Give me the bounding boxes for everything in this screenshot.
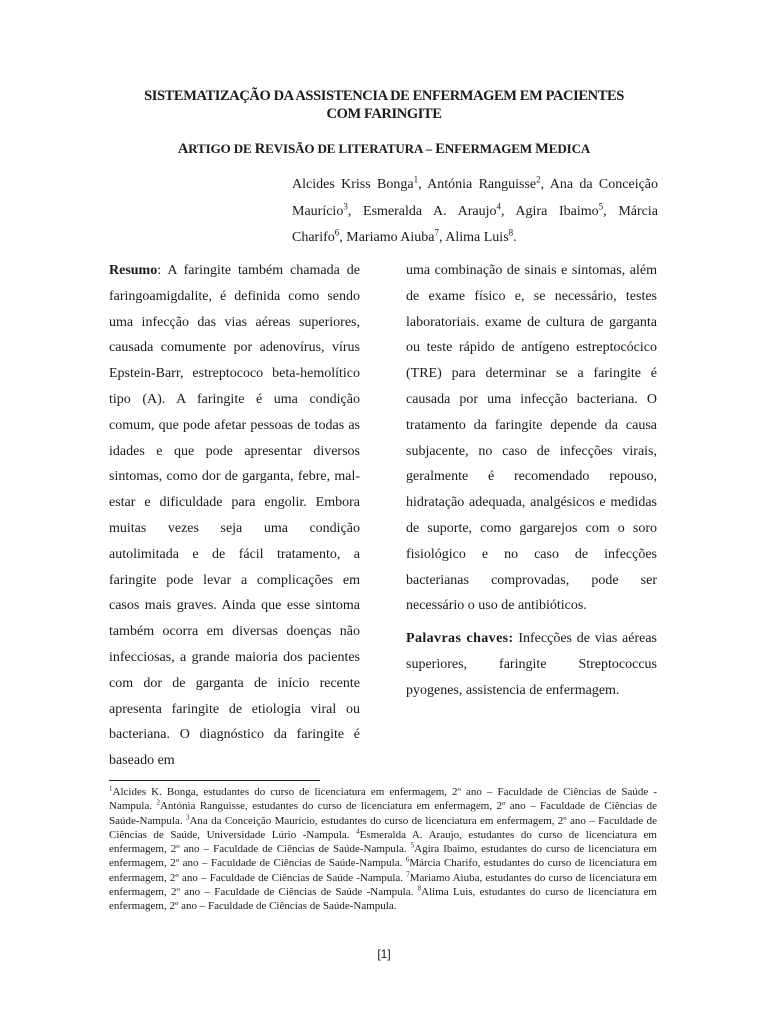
keywords-text: Infecções de vias aéreas superiores, faringite Streptococcus pyogenes, assistencia de enfermagem. <box>406 631 658 698</box>
subtitle-cap: R <box>254 141 266 157</box>
author-list: Alcides Kriss Bonga$^1$, Antónia Ranguisse$^2$, Ana da Conceição Maurício$^3$, Esmeralda A. Araujo$^4$, Agira Ibaimo$^5$, Márcia Charifo$^6$, Mariamo Aiuba$^7$, Alima Luis$^8$. <box>292 174 659 245</box>
footnote-ref: 7 <box>406 870 410 879</box>
footnote-text: Márcia Charifo, estudantes do curso de licenciatura em enfermagem, 2º ano – Faculdade de Ciências de Saúde -Nampula. <box>109 857 657 884</box>
footnote-text: Alima Luis, estudantes do curso de licenciatura em enfermagem, 2º ano – Faculdade de Ciências de Saúde-Nampula. <box>109 886 657 913</box>
footnote-ref: 4 <box>356 827 360 836</box>
footnote-divider <box>109 780 320 781</box>
author-name: Ana da Conceição Maurício <box>292 177 659 219</box>
subtitle-cap: A <box>177 141 189 157</box>
paper-title <box>100 87 668 123</box>
author-ref: 5 <box>598 200 604 211</box>
footnote-text: Mariamo Aiuba, estudantes do curso de licenciatura em enfermagem, 2º ano – Faculdade de Ciências de Saúde -Nampula. <box>109 871 657 899</box>
keywords-block <box>406 626 657 703</box>
footnote-ref: 8 <box>417 884 422 893</box>
subtitle-text: EVISÃO DE LITERATURA – <box>265 141 436 156</box>
footnote-text: Ana da Conceição Maurício, estudantes do curso de licenciatura em enfermagem, 2º ano – Faculdade de Ciências de Saúde, Universidade Lúrio -Nampula. <box>109 814 657 841</box>
footnotes <box>109 785 657 914</box>
author-ref: 6 <box>334 227 340 238</box>
author-name: Alima Luis <box>445 230 509 245</box>
footnote-ref: 2 <box>156 798 160 807</box>
author-name: Alcides Kriss Bonga <box>292 177 414 192</box>
footnote-text: Antónia Ranguisse, estudantes do curso de licenciatura em enfermagem, 2º ano – Faculdade de Ciências de Saúde-Nampula. <box>109 800 658 827</box>
author-ref: 1 <box>413 174 419 185</box>
author-ref: 7 <box>434 227 440 238</box>
author-ref: 3 <box>343 200 348 211</box>
subtitle-text: NFERMAGEM <box>444 141 536 156</box>
footnote-ref: 6 <box>405 855 410 864</box>
page-number: [1] <box>377 947 391 961</box>
author-name: Esmeralda A. Araujo <box>363 203 497 219</box>
author-name: Márcia Charifo <box>292 203 658 245</box>
article-type-subtitle <box>60 141 708 158</box>
abstract-right-column <box>406 258 657 704</box>
abstract-left-column <box>109 258 360 774</box>
author-ref: 4 <box>496 200 501 211</box>
footnote-ref: 3 <box>185 812 190 821</box>
author-name: Mariamo Aiuba <box>346 230 435 245</box>
author-ref: 8 <box>508 227 514 238</box>
title-line-2: COM FARINGITE <box>326 106 442 122</box>
abstract-text-right: uma combinação de sinais e sintomas, além de exame físico e, se necessário, testes laboratoriais. exame de cultura de garganta ou teste rápido de antígeno estreptocócico (TRE) para determinar se a faringite é causada por uma infecção bacteriana. O tratamento da faringite depende da causa subjacente, no caso de infecções virais, geralmente é recomendado repouso, hidratação adequada, analgésicos e medidas de suporte, como gargarejos com o soro fisiológico e no caso de infecções bacterianas comprovadas, pode ser necessário o uso de antibióticos. <box>406 263 657 614</box>
author-name: Antónia Ranguisse <box>427 177 537 192</box>
footnote-ref: 1 <box>109 784 113 793</box>
subtitle-text: EDICA <box>548 141 591 156</box>
footnote-text: Alcides K. Bonga, estudantes do curso de licenciatura em enfermagem, 2º ano – Faculdade de Ciências de Saúde -Nampula. <box>109 786 657 813</box>
keywords-label: Palavras chaves: <box>406 631 514 647</box>
footnote-text: Agira Ibaimo, estudantes do curso de licenciatura em enfermagem, 2º ano – Faculdade de Ciências de Saúde-Nampula. <box>109 843 657 870</box>
abstract-label: Resumo <box>109 263 158 278</box>
subtitle-text: RTIGO DE <box>188 141 255 156</box>
author-name: Agira Ibaimo <box>515 203 599 219</box>
title-line-1: SISTEMATIZAÇÃO DA ASSISTENCIA DE ENFERMAGEM EM PACIENTES <box>144 88 624 104</box>
footnote-ref: 5 <box>410 841 415 850</box>
abstract-text-left: : A faringite também chamada de faringoamigdalite, é definida como sendo uma infecção das vias aéreas superiores, causada comumente por adenovírus, vírus Epstein-Barr, estreptococo beta-hemolítico tipo (A). A faringite é uma condição comum, que pode afetar pessoas de todas as idades e que pode apresentar diversos sintomas, como dor de garganta, febre, mal-estar e dificuldade para engolir. Embora muitas vezes seja uma condição autolimitada e de fácil tratamento, a faringite pode levar a complicações em casos mais graves. Ainda que esse sintoma também ocorra em diversas doenças não infecciosas, a grande maioria dos pacientes com dor de garganta de início recente apresenta faringite de etiologia viral ou bacteriana. O diagnóstico da faringite é baseado em <box>109 263 360 769</box>
author-ref: 2 <box>536 174 541 185</box>
subtitle-cap: M <box>535 141 549 157</box>
footnote-text: Esmeralda A. Araujo, estudantes do curso de licenciatura em enfermagem, 2º ano – Faculdade de Ciências de Saúde-Nampula. <box>109 828 657 856</box>
subtitle-cap: E <box>435 141 445 157</box>
